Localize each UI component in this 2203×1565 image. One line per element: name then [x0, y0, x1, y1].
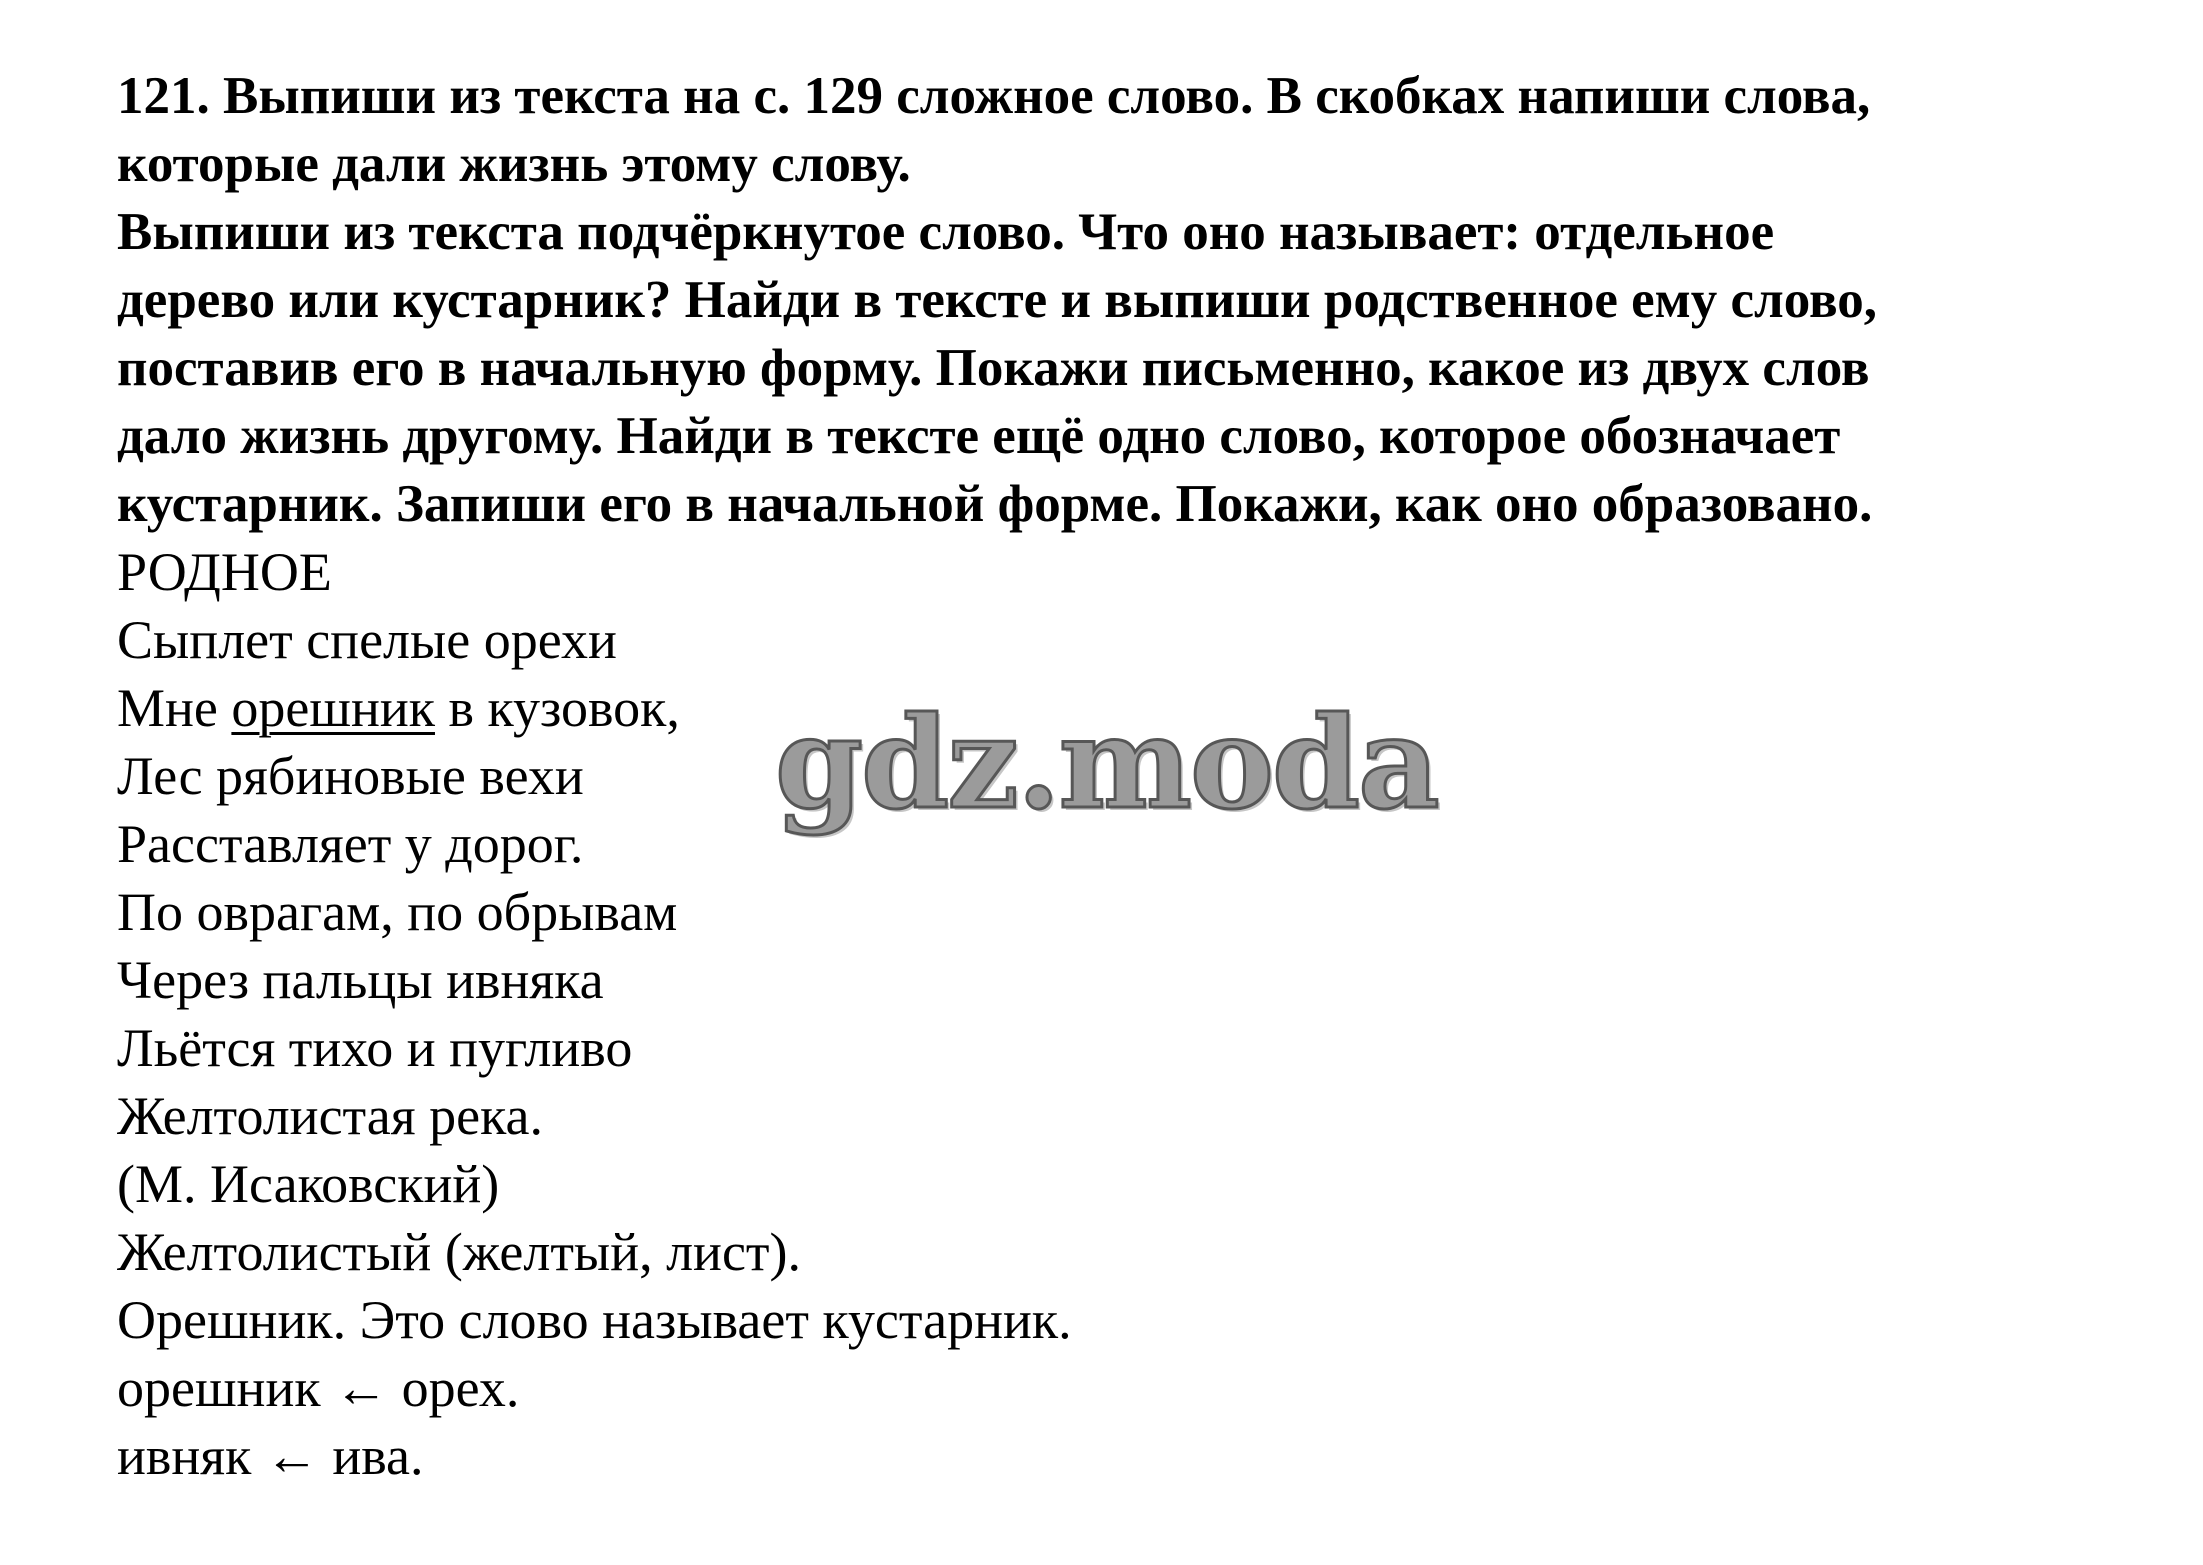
poem-line: Через пальцы ивняка: [117, 950, 604, 1010]
poem-author: (М. Исаковский): [117, 1154, 500, 1214]
poem-text: Мне: [117, 678, 232, 738]
answer-line: ивняк ← ива.: [117, 1426, 424, 1486]
poem-line: Сыплет спелые орехи: [117, 610, 617, 670]
poem-line: Желтолистая река.: [117, 1086, 543, 1146]
task-line: которые дали жизнь этому слову.: [117, 135, 911, 193]
answer: [117, 1218, 2157, 1490]
poem-title: РОДНОЕ: [117, 542, 332, 602]
answer-line: орешник ← орех.: [117, 1358, 520, 1418]
task-line: кустарник. Запиши его в начальной форме. Покажи, как оно образовано.: [117, 475, 1873, 533]
task-line: дерево или кустарник? Найди в тексте и выпиши родственное ему слово,: [117, 271, 1877, 329]
underlined-word: орешник: [231, 678, 435, 738]
poem-text: в кузовок,: [434, 678, 680, 738]
task-line: дало жизнь другому. Найди в тексте ещё одно слово, которое обозначает: [117, 407, 1841, 465]
poem-line: Льётся тихо и пугливо: [117, 1018, 633, 1078]
poem-line: Расставляет у дорог.: [117, 814, 584, 874]
task-text: [117, 62, 2157, 538]
task-line: поставив его в начальную форму. Покажи письменно, какое из двух слов: [117, 339, 1870, 397]
answer-line: Орешник. Это слово называет кустарник.: [117, 1290, 1072, 1350]
poem-line: Лес рябиновые вехи: [117, 746, 584, 806]
poem-line: По оврагам, по обрывам: [117, 882, 678, 942]
answer-line: Желтолистый (желтый, лист).: [117, 1222, 801, 1282]
watermark-logo: gdz.moda: [775, 689, 1438, 837]
poem: [117, 538, 2157, 1218]
task-line: Выпиши из текста подчёркнутое слово. Что оно называет: отдельное: [117, 203, 1775, 261]
task-line: 121. Выпиши из текста на с. 129 сложное слово. В скобках напиши слова,: [117, 67, 1871, 125]
